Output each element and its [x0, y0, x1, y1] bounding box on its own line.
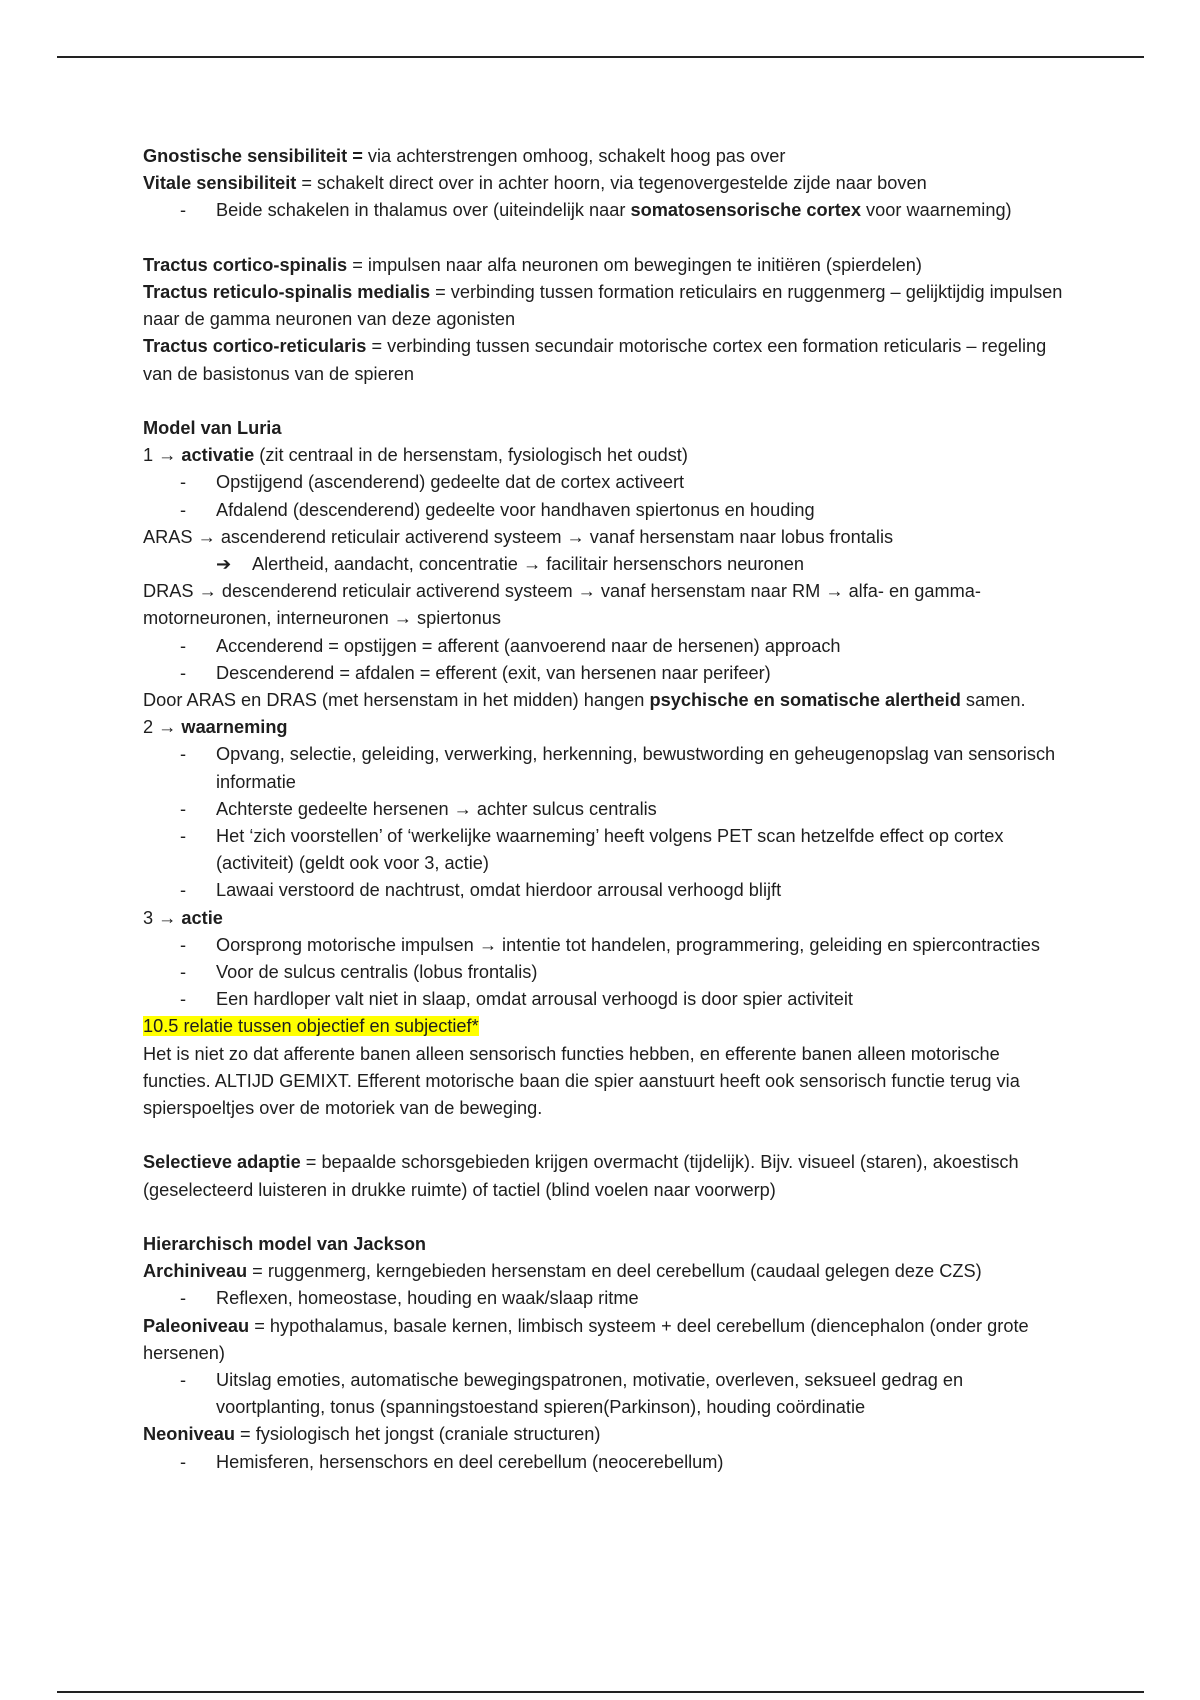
bullet-lawaai: - Lawaai verstoord de nachtrust, omdat hierdoor arrousal verhoogd blijft [143, 877, 1068, 904]
bold-text: somatosensorische cortex [630, 200, 861, 221]
term: Vitale sensibiliteit [143, 173, 297, 194]
bullet-opvang: - Opvang, selectie, geleiding, verwerking, herkenning, bewustwording en geheugenopslag van sensorisch informatie [143, 741, 1068, 795]
paragraph-gnostische-sensibiliteit [143, 143, 1068, 170]
paragraph-aras: ARAS → ascenderend reticulair activerend systeem → vanaf hersenstam naar lobus frontalis [143, 526, 894, 547]
term: Tractus cortico-reticularis [143, 336, 367, 357]
luria-item-1 [143, 442, 1068, 469]
arrow-item-alertheid [143, 551, 1068, 578]
bullet-hardloper: - Een hardloper valt niet in slaap, omdat arrousal verhoogd is door spier activiteit [143, 986, 1068, 1013]
definition: = ruggenmerg, kerngebieden hersenstam en deel cerebellum (caudaal gelegen deze CZS) [247, 1261, 982, 1282]
luria-item-3 [143, 905, 1068, 932]
number: 2 → [143, 717, 182, 738]
definition: = hypothalamus, basale kernen, limbisch systeem + deel cerebellum (diencephalon (onder grote hersenen) [143, 1315, 1029, 1363]
bullet-hemisferen: - Hemisferen, hersenschors en deel cerebellum (neocerebellum) [143, 1449, 1068, 1476]
term: Selectieve adaptie [143, 1152, 301, 1173]
paragraph-tractus-cortico-spinalis [143, 252, 1068, 279]
term: Paleoniveau [143, 1315, 250, 1336]
text: samen. [960, 690, 1026, 711]
term: Gnostische sensibiliteit = [143, 146, 363, 166]
bullet-reflexen: - Reflexen, homeostase, houding en waak/slaap ritme [143, 1285, 1068, 1312]
paragraph-paleoniveau [143, 1313, 1068, 1367]
footer-rule [57, 1691, 1144, 1693]
paragraph-dras: DRAS → descenderend reticulair activerend systeem → vanaf hersenstam naar RM → alfa- en gamma-motorneuronen, interneuronen → spiertonus [143, 581, 981, 629]
bold-text: psychische en somatische alertheid [649, 690, 961, 711]
term: Neoniveau [143, 1424, 235, 1445]
definition: via achterstrengen omhoog, schakelt hoog pas over [362, 146, 786, 166]
bullet-uitslag: - Uitslag emoties, automatische bewegingspatronen, motivatie, overleven, seksueel gedrag en voortplanting, tonus (spanningstoestand spieren(Parkinson), houding coördinatie [143, 1367, 1068, 1421]
section-heading-10-5 [143, 1013, 1068, 1040]
term: Tractus reticulo-spinalis medialis [143, 282, 431, 302]
paragraph-tractus-cortico-reticularis [143, 333, 1068, 387]
number: 3 → [143, 907, 182, 928]
heading-model-van-jackson: Hierarchisch model van Jackson [143, 1234, 427, 1255]
bullet-achterste: - Achterste gedeelte hersenen → achter sulcus centralis [143, 796, 1068, 823]
document-body [143, 143, 1068, 1476]
bullet-thalamus [143, 197, 1068, 224]
highlighted-heading: 10.5 relatie tussen objectief en subjectief* [143, 1016, 479, 1037]
paragraph-neoniveau [143, 1421, 1068, 1448]
text: Door ARAS en DRAS (met hersenstam in het midden) hangen [143, 690, 650, 711]
definition: = bepaalde schorsgebieden krijgen overmacht (tijdelijk). Bijv. visueel (staren), akoestisch (geselecteerd luisteren in drukke ruimte) of tactiel (blind voelen naar voorwerp) [143, 1152, 1019, 1200]
bullet-voor-sulcus: - Voor de sulcus centralis (lobus frontalis) [143, 959, 1068, 986]
heading-model-van-luria: Model van Luria [143, 418, 282, 438]
bullet-afdalend: - Afdalend (descenderend) gedeelte voor handhaven spiertonus en houding [143, 497, 1068, 524]
bullet-descenderend: - Descenderend = afdalen = efferent (exit, van hersenen naar perifeer) [143, 660, 1068, 687]
paragraph-selectieve-adaptie [143, 1149, 1068, 1203]
bullet-oorsprong: - Oorsprong motorische impulsen → intentie tot handelen, programmering, geleiding en spiercontracties [143, 932, 1068, 959]
definition: = verbinding tussen secundair motorische cortex een formation reticularis – regeling van de basistonus van de spieren [143, 336, 1047, 384]
text: Alertheid, aandacht, concentratie → facilitair hersenschors neuronen [252, 554, 805, 575]
paragraph-tractus-reticulo-spinalis [143, 279, 1068, 333]
header-rule [57, 56, 1144, 58]
bold-text: actie [181, 907, 223, 928]
paragraph-afferent-efferent: Het is niet zo dat afferente banen alleen sensorisch functies hebben, en efferente banen alleen motorische functies. ALTIJD GEMIXT. Efferent motorische baan die spier aanstuurt heeft ook sensorisch functie terug via spierspoeltjes over de motoriek van de beweging. [143, 1043, 1020, 1119]
text: (zit centraal in de hersenstam, fysiologisch het oudst) [254, 445, 688, 466]
term: Archiniveau [143, 1261, 248, 1282]
paragraph-vitale-sensibiliteit [143, 170, 1068, 197]
definition: = verbinding tussen formation reticulairs en ruggenmerg – gelijktijdig impulsen naar de gamma neuronen van deze agonisten [143, 282, 1063, 330]
bullet-opstijgend: - Opstijgend (ascenderend) gedeelte dat de cortex activeert [143, 469, 1068, 496]
arrow-icon: ➔ [216, 554, 232, 575]
number: 1 → [143, 445, 182, 466]
term: Tractus cortico-spinalis [143, 254, 348, 275]
text: Beide schakelen in thalamus over (uiteindelijk naar [216, 200, 631, 221]
bold-text: activatie [181, 445, 255, 466]
paragraph-archiniveau [143, 1258, 1068, 1285]
bold-text: waarneming [181, 717, 288, 738]
definition: = schakelt direct over in achter hoorn, via tegenovergestelde zijde naar boven [296, 173, 927, 194]
luria-item-2 [143, 714, 1068, 741]
bullet-accenderend: - Accenderend = opstijgen = afferent (aanvoerend naar de hersenen) approach [143, 633, 1068, 660]
text: voor waarneming) [861, 200, 1012, 221]
definition: = impulsen naar alfa neuronen om bewegingen te initiëren (spierdelen) [347, 254, 922, 275]
bullet-voorstellen: - Het ‘zich voorstellen’ of ‘werkelijke waarneming’ heeft volgens PET scan hetzelfde effect op cortex (activiteit) (geldt ook voor 3, actie) [143, 823, 1068, 877]
definition: = fysiologisch het jongst (craniale structuren) [234, 1424, 601, 1445]
paragraph-aras-dras [143, 687, 1068, 714]
